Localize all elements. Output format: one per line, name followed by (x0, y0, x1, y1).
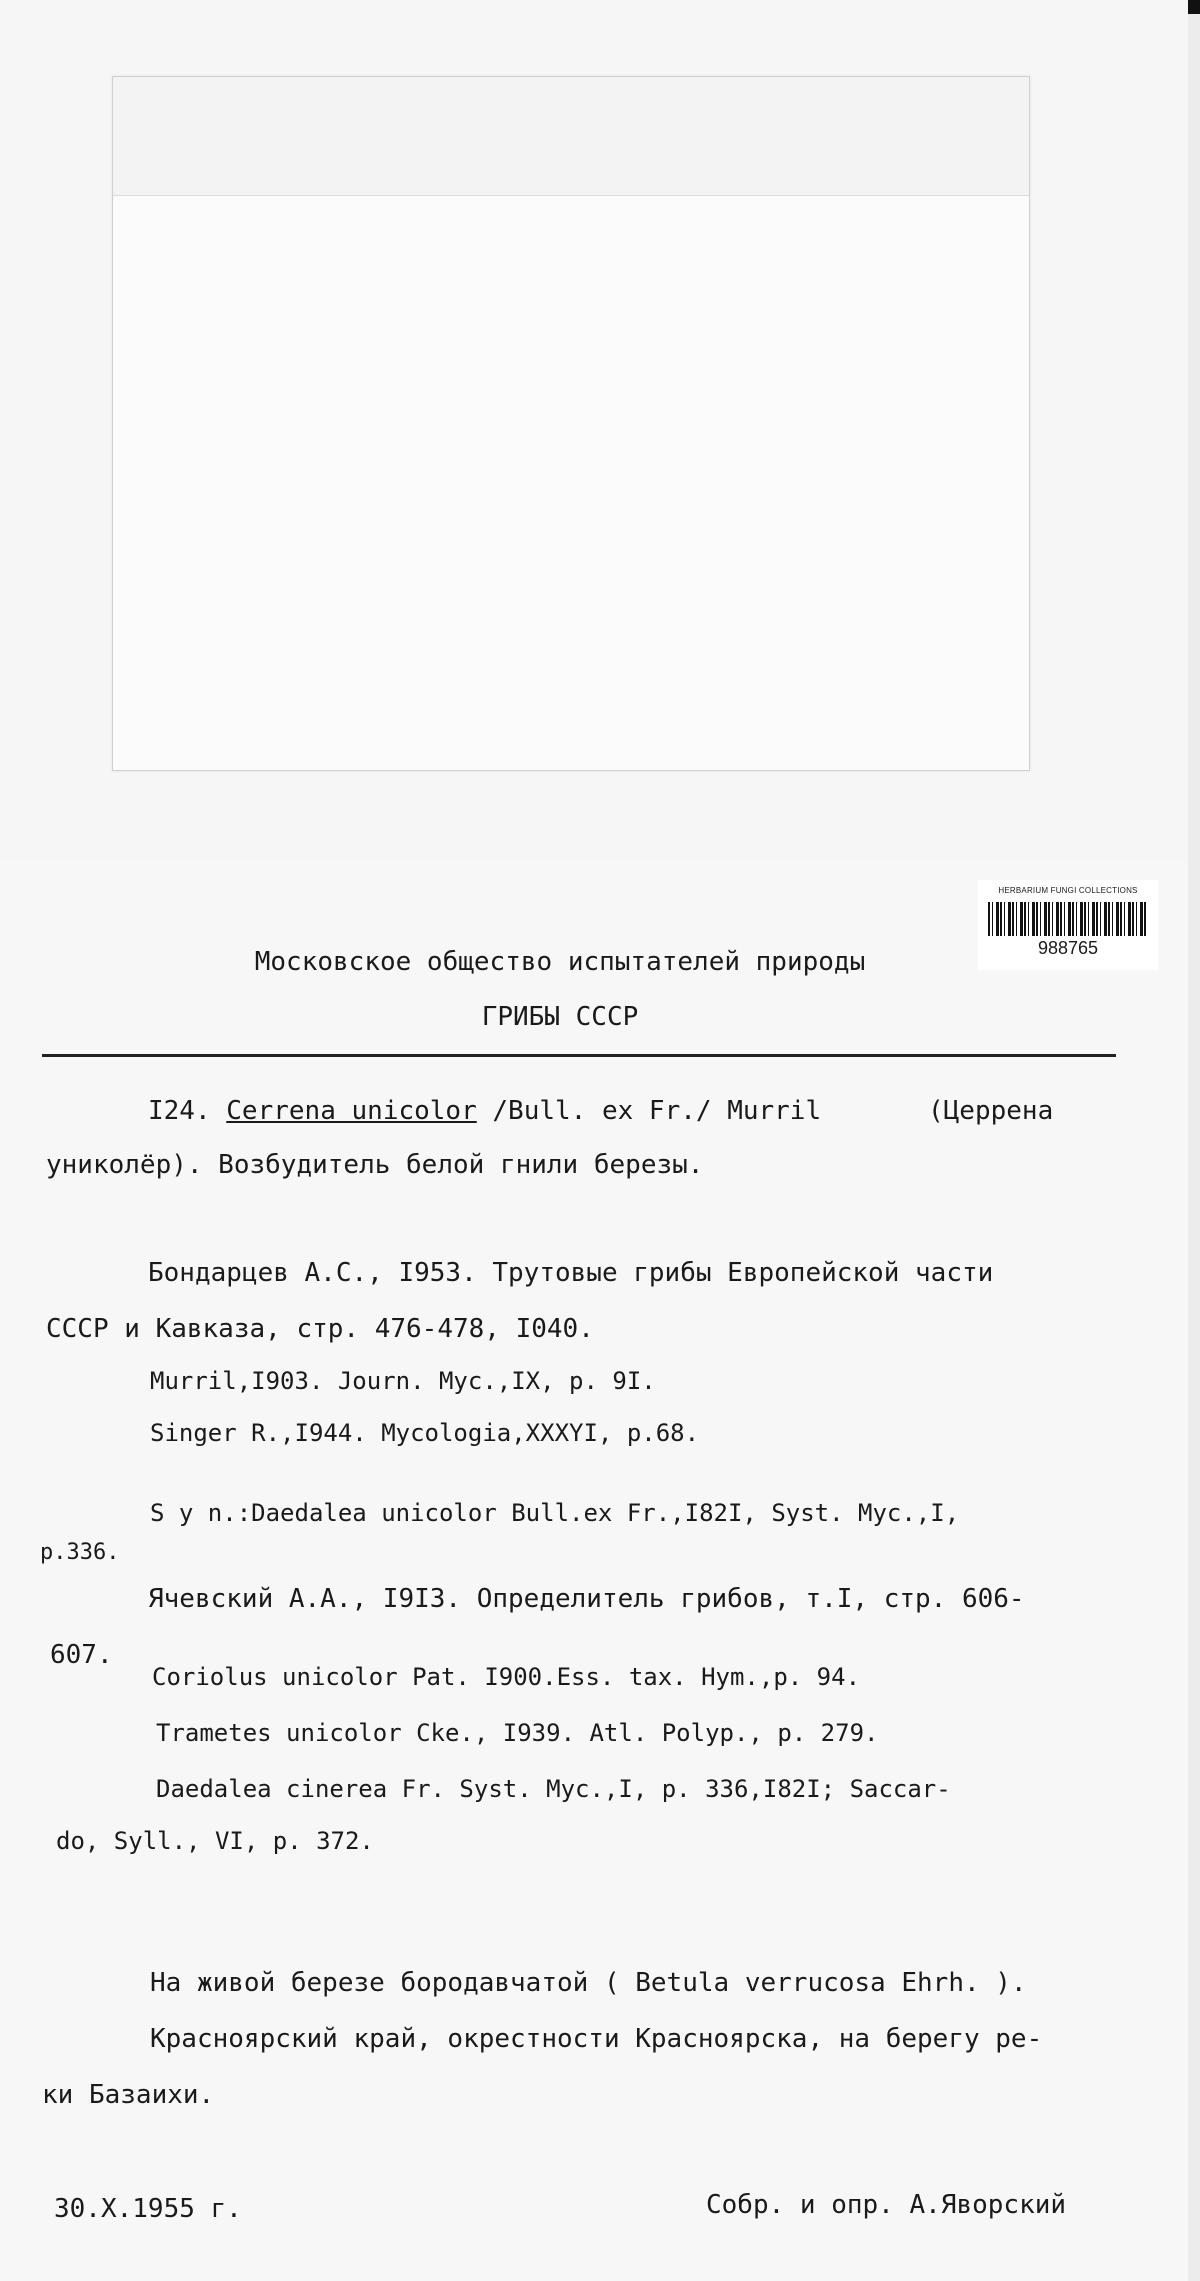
synonym-line: S y n.:Daedalea unicolor Bull.ex Fr.,I82I, Syst. Myc.,I, (150, 1499, 960, 1527)
series-heading: ГРИБЫ СССР (481, 1002, 639, 1032)
entry-line-2: униколёр). Возбудитель белой гнили березы. (46, 1150, 704, 1180)
species-name: Cerrena unicolor (226, 1096, 477, 1126)
specimen-label (0, 860, 1188, 2281)
specimen-envelope (112, 76, 1030, 771)
barcode-number: 988765 (1037, 938, 1099, 958)
locality-line: На живой березе бородавчатой ( Betula verrucosa Ehrh. ). (150, 1968, 1027, 1998)
synonym-line: Coriolus unicolor Pat. I900.Ess. tax. Hym.,p. 94. (152, 1663, 861, 1691)
reference-line: Бондарцев А.С., I953. Трутовые грибы Европейской части (148, 1258, 994, 1288)
reference-line: Singer R.,I944. Mycologia,XXXYI, p.68. (150, 1419, 700, 1447)
barcode-caption: HERBARIUM FUNGI COLLECTIONS (998, 886, 1138, 895)
collection-date: 30.X.1955 г. (54, 2194, 242, 2224)
reference-line: СССР и Кавказа, стр. 476-478, I040. (46, 1314, 594, 1344)
entry-line-1 (148, 1096, 821, 1126)
synonym-line: 607. (50, 1640, 113, 1670)
locality-line: Красноярский край, окрестности Красноярска, на берегу ре- (150, 2024, 1043, 2054)
society-heading: Московское общество испытателей природы (254, 947, 866, 977)
synonym-line: Trametes unicolor Cke., I939. Atl. Polyp., p. 279. (156, 1719, 879, 1747)
synonym-line: p.336. (40, 1540, 120, 1565)
header-rule (42, 1054, 1116, 1057)
locality-line: ки Базаихи. (42, 2080, 215, 2110)
synonym-line: Daedalea cinerea Fr. Syst. Myc.,I, p. 336,I82I; Saccar- (156, 1775, 951, 1803)
envelope-flap (113, 77, 1029, 196)
entry-number: I24. (148, 1096, 211, 1126)
corner-mark (1188, 0, 1200, 14)
synonym-line: do, Syll., VI, p. 372. (56, 1827, 374, 1855)
species-authority: /Bull. ex Fr./ Murril (492, 1096, 822, 1126)
collector-signature: Собр. и опр. А.Яворский (706, 2190, 1067, 2220)
synonym-line: Ячевский А.А., I9I3. Определитель грибов, т.I, стр. 606- (148, 1584, 1025, 1614)
reference-line: Murril,I903. Journ. Myc.,IX, p. 9I. (150, 1367, 656, 1395)
barcode-bars (988, 902, 1148, 936)
russian-name-start: (Церрена (928, 1096, 1054, 1126)
